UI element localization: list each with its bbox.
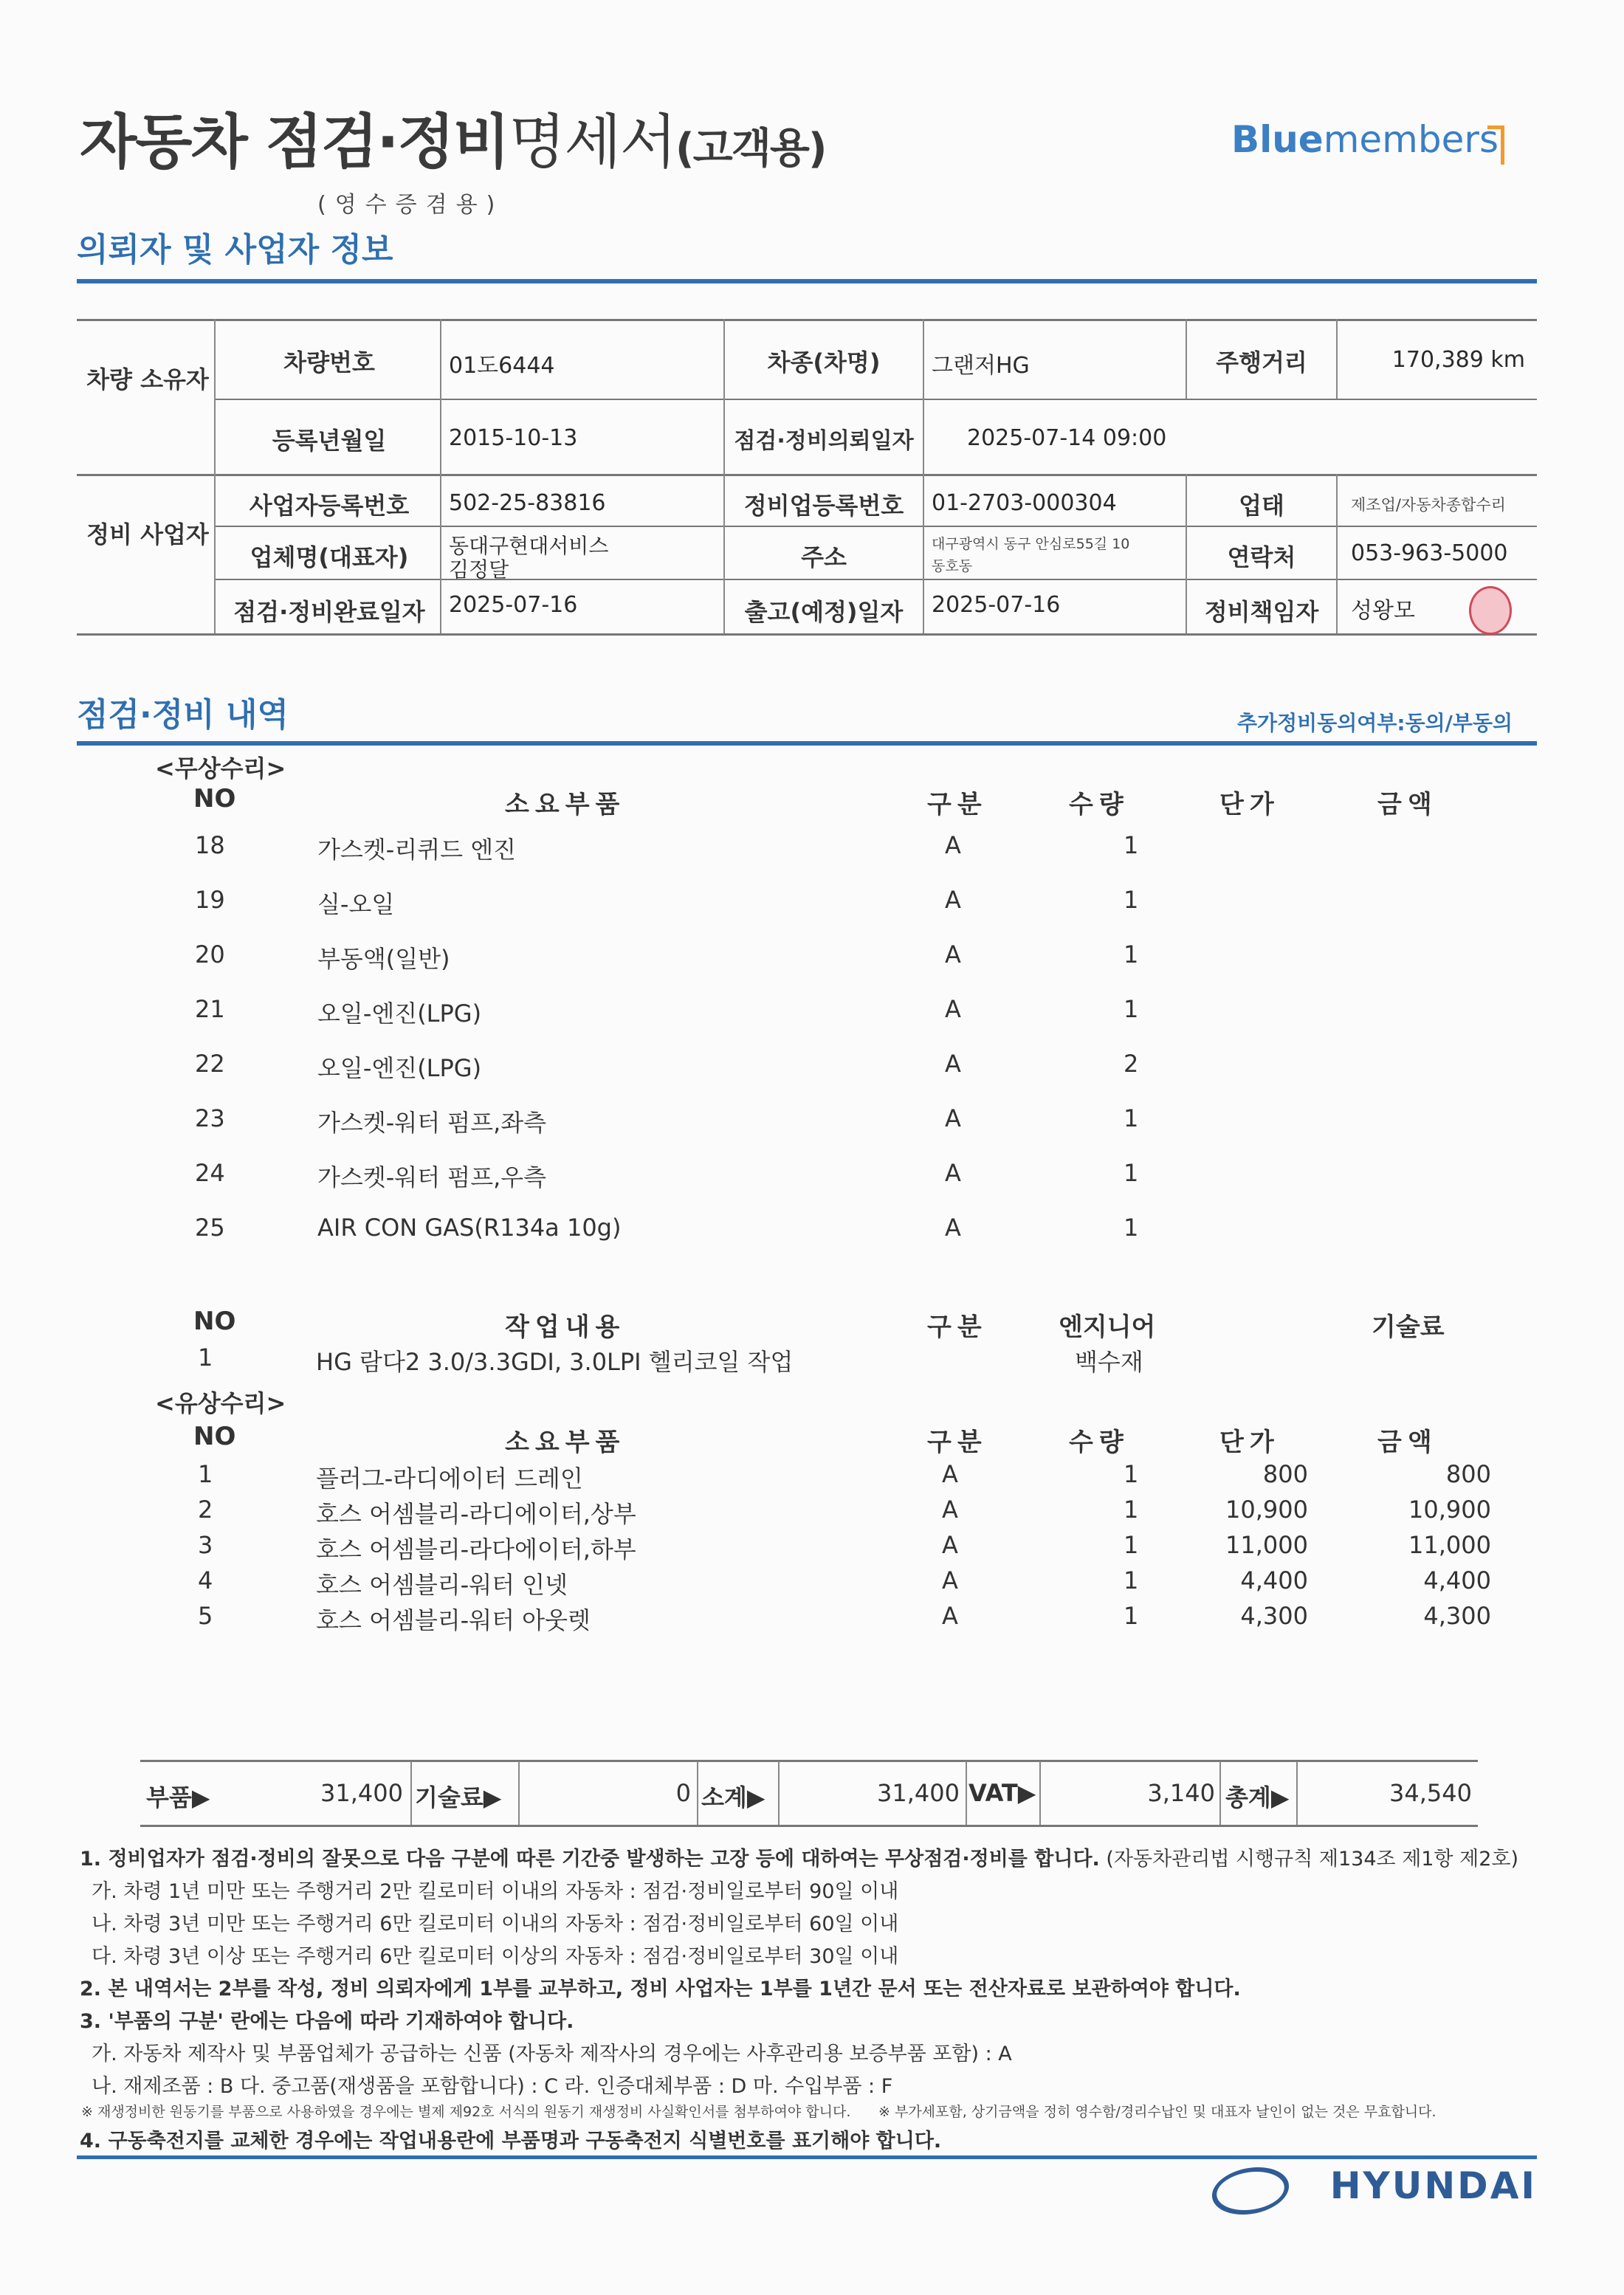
address-label: 주소 [801,543,847,571]
table-row-no: 4 [198,1566,213,1594]
table-row-part: 실-오일 [317,890,395,918]
section-rule [77,279,1537,283]
table-row-type: A [942,1531,958,1559]
receipt-note: (영수증겸용) [317,192,504,218]
owner-label: 차량 소유자 [86,365,209,393]
shop-reg: 01-2703-000304 [932,490,1117,516]
shop-reg-label: 정비업등록번호 [743,492,904,520]
representative: 김정달 [449,557,509,582]
col-part: 소요부품 [505,790,626,819]
table-row-price: 4,400 [1240,1566,1308,1594]
bluemembers-logo: Bluemembers [1231,118,1499,161]
table-row-type: A [942,1602,958,1630]
table-row-qty: 1 [1124,1496,1139,1524]
note-small-1: ※ 재생정비한 원동기를 부품으로 사용하였을 경우에는 별제 제92호 서식의 원동기 재생정비 사실확인서를 첨부하여야 합니다. [81,2104,851,2120]
table-row-no: 24 [195,1159,225,1187]
table-row-qty: 1 [1124,1531,1139,1559]
fee-total-label: 기술료▶ [415,1783,502,1811]
note-1: 1. 정비업자가 점검·정비의 잘못으로 다음 구분에 따른 기간중 발생하는 고장 등에 대하여는 무상점검·정비를 합니다. (자동차관리법 시행규칙 제134조 제1항 제2호) [80,1848,1518,1871]
section-title-history: 점검·정비 내역 [77,696,289,734]
vat: 3,140 [1147,1779,1215,1807]
free-repair-label: <무상수리> [155,754,286,782]
release-date: 2025-07-16 [932,592,1061,618]
table-row-type: A [945,831,961,859]
table-row-no: 5 [198,1602,213,1630]
col-no: NO [193,1307,236,1336]
table-row-part: 플러그-라디에이터 드레인 [316,1465,583,1493]
col-type: 구분 [927,1428,988,1457]
table-row-part: 가스켓-리퀴드 엔진 [317,836,517,864]
table-row-qty: 1 [1124,1104,1139,1132]
note-1b: 나. 차령 3년 미만 또는 주행거리 6만 킬로미터 이내의 자동차 : 점검·정비일로부터 60일 이내 [92,1913,899,1936]
table-row-qty: 1 [1124,1566,1139,1594]
table-row-type: A [945,995,961,1023]
biz-no-label: 사업자등록번호 [249,492,410,520]
company-label: 업체명(대표자) [250,543,409,571]
table-row-part: 가스켓-워터 펌프,좌측 [317,1109,547,1137]
address-line2: 동호동 [932,558,973,574]
table-row-part: 가스켓-워터 펌프,우측 [317,1163,547,1191]
complete-date: 2025-07-16 [449,592,578,618]
section-rule [77,741,1537,746]
table-row-part: 호스 어셈블리-라디에이터,상부 [316,1500,636,1528]
subtotal-label: 소계▶ [701,1783,765,1811]
table-row-part: 호스 어셈블리-워터 인넷 [316,1571,568,1599]
reg-date: 2015-10-13 [449,425,578,451]
note-1a: 가. 차령 1년 미만 또는 주행거리 2만 킬로미터 이내의 자동차 : 점검·정비일로부터 90일 이내 [92,1880,899,1903]
shop-label: 정비 사업자 [86,520,209,548]
col-part: 소요부품 [505,1428,626,1457]
table-row-type: A [945,1159,961,1187]
col-type: 구분 [927,790,988,819]
table-row-part: 호스 어셈블리-워터 아웃렛 [316,1606,591,1634]
section-title-info: 의뢰자 및 사업자 정보 [77,231,393,269]
vehicle-no-label: 차량번호 [283,348,375,376]
table-row-amount: 4,300 [1423,1602,1491,1630]
note-3: 3. '부품의 구분' 란에는 다음에 따라 기재하여야 합니다. [80,2010,574,2033]
table-row-qty: 1 [1124,1214,1139,1242]
biz-no: 502-25-83816 [449,490,606,516]
table-row-amount: 10,900 [1408,1496,1491,1524]
table-row-part: AIR CON GAS(R134a 10g) [317,1214,622,1242]
table-row-type: A [945,1214,961,1242]
mileage-label: 주행거리 [1216,348,1307,376]
table-row-type: A [942,1460,958,1488]
table-row-price: 11,000 [1225,1531,1308,1559]
col-type: 구분 [927,1312,988,1342]
mileage: 170,389 km [1391,347,1525,373]
hyundai-emblem-icon [1205,2167,1296,2215]
table-row-type: A [945,1104,961,1132]
col-qty: 수량 [1069,790,1129,819]
table-row-type: A [945,940,961,968]
consent-text: 추가정비동의여부:동의/부동의 [1237,711,1513,735]
parts-total-label: 부품▶ [146,1783,210,1811]
work-row-desc: HG 람다2 3.0/3.3GDI, 3.0LPI 헬리코일 작업 [316,1348,794,1376]
complete-date-label: 점검·정비완료일자 [233,598,425,626]
request-date-label: 점검·정비의뢰일자 [734,428,914,454]
col-price: 단가 [1219,1428,1280,1457]
table-row-type: A [942,1496,958,1524]
table-row-amount: 800 [1445,1460,1491,1488]
col-work: 작업내용 [505,1312,626,1342]
table-row-qty: 1 [1124,1460,1139,1488]
model-label: 차종(차명) [767,348,881,376]
table-row-qty: 1 [1124,940,1139,968]
table-row-part: 호스 어셈블리-라다에이터,하부 [316,1535,636,1563]
table-row-no: 1 [198,1460,213,1488]
subtotal: 31,400 [877,1779,960,1807]
document-title: 자동차 점검·정비명세서(고객용) [80,108,826,176]
table-row-no: 25 [195,1214,225,1242]
table-row-part: 오일-엔진(LPG) [317,1054,482,1082]
table-row-amount: 11,000 [1408,1531,1491,1559]
note-2: 2. 본 내역서는 2부를 작성, 정비 의뢰자에게 1부를 교부하고, 정비 사업자는 1부를 1년간 문서 또는 전산자료로 보관하여야 합니다. [80,1978,1241,2000]
col-no: NO [193,784,236,813]
grand-total-label: 총계▶ [1225,1783,1290,1811]
table-row-price: 4,300 [1240,1602,1308,1630]
table-row-qty: 1 [1124,1159,1139,1187]
vat-label: VAT▶ [968,1779,1036,1807]
table-row-type: A [942,1566,958,1594]
col-engineer: 엔지니어 [1059,1312,1156,1342]
fee-total: 0 [675,1779,691,1807]
table-row-qty: 1 [1124,995,1139,1023]
grand-total: 34,540 [1389,1779,1472,1807]
table-row-no: 2 [198,1496,213,1524]
paid-repair-label: <유상수리> [155,1389,286,1417]
address-line1: 대구광역시 동구 안심로55길 10 [932,536,1130,552]
note-3b: 나. 재제조품 : B 다. 중고품(재생품을 포함합니다) : C 라. 인증대체부품 : D 마. 수입부품 : F [92,2075,893,2098]
release-date-label: 출고(예정)일자 [744,598,904,626]
table-row-part: 부동액(일반) [317,945,450,973]
manager-name: 성왕모 [1351,598,1415,624]
note-3a: 가. 자동차 제작사 및 부품업체가 공급하는 신품 (자동차 제작사의 경우에는 사후관리용 보증부품 포함) : A [92,2043,1012,2065]
parts-total: 31,400 [320,1779,403,1807]
note-small-2: ※ 부가세포함, 상기금액을 정히 영수함/경리수납인 및 대표자 날인이 없는 것은 무효합니다. [878,2104,1437,2120]
biz-type: 제조업/자동차종합수리 [1351,496,1506,514]
table-row-no: 3 [198,1531,213,1559]
table-row-no: 22 [195,1050,225,1078]
col-price: 단가 [1219,790,1280,819]
col-amount: 금액 [1377,1428,1438,1457]
manager-label: 정비책임자 [1204,598,1319,626]
table-row-qty: 1 [1124,831,1139,859]
table-row-amount: 4,400 [1423,1566,1491,1594]
col-fee: 기술료 [1372,1312,1445,1342]
col-qty: 수량 [1069,1428,1129,1457]
table-row-no: 21 [195,995,225,1023]
biz-type-label: 업태 [1239,492,1284,520]
table-row-type: A [945,1050,961,1078]
table-row-price: 800 [1262,1460,1308,1488]
footer-rule [77,2155,1537,2159]
table-row-price: 10,900 [1225,1496,1308,1524]
table-row-no: 20 [195,940,225,968]
table-row-qty: 2 [1124,1050,1139,1078]
work-row-engineer: 백수재 [1075,1348,1143,1376]
col-no: NO [193,1422,236,1451]
request-date: 2025-07-14 09:00 [967,425,1167,451]
table-row-no: 23 [195,1104,225,1132]
company-name: 동대구현대서비스 [449,534,609,558]
note-4: 4. 구동축전지를 교체한 경우에는 작업내용란에 부품명과 구동축전지 식별번호를 표기해야 합니다. [80,2130,942,2153]
note-1c: 다. 차령 3년 이상 또는 주행거리 6만 킬로미터 이상의 자동차 : 점검·정비일로부터 30일 이내 [92,1945,899,1968]
table-row-part: 오일-엔진(LPG) [317,999,482,1028]
model: 그랜저HG [932,353,1030,379]
reg-date-label: 등록년월일 [272,427,387,455]
contact-phone: 053-963-5000 [1351,540,1508,566]
table-row-type: A [945,886,961,914]
table-row-qty: 1 [1124,886,1139,914]
table-row-no: 18 [195,831,225,859]
hyundai-logo: HYUNDAI [1329,2164,1537,2207]
col-amount: 금액 [1377,790,1438,819]
seal-stamp-icon [1469,586,1512,635]
table-row-qty: 1 [1124,1602,1139,1630]
vehicle-no: 01도6444 [449,353,555,379]
work-row-no: 1 [198,1343,213,1372]
table-row-no: 19 [195,886,225,914]
contact-label: 연락처 [1227,543,1296,571]
